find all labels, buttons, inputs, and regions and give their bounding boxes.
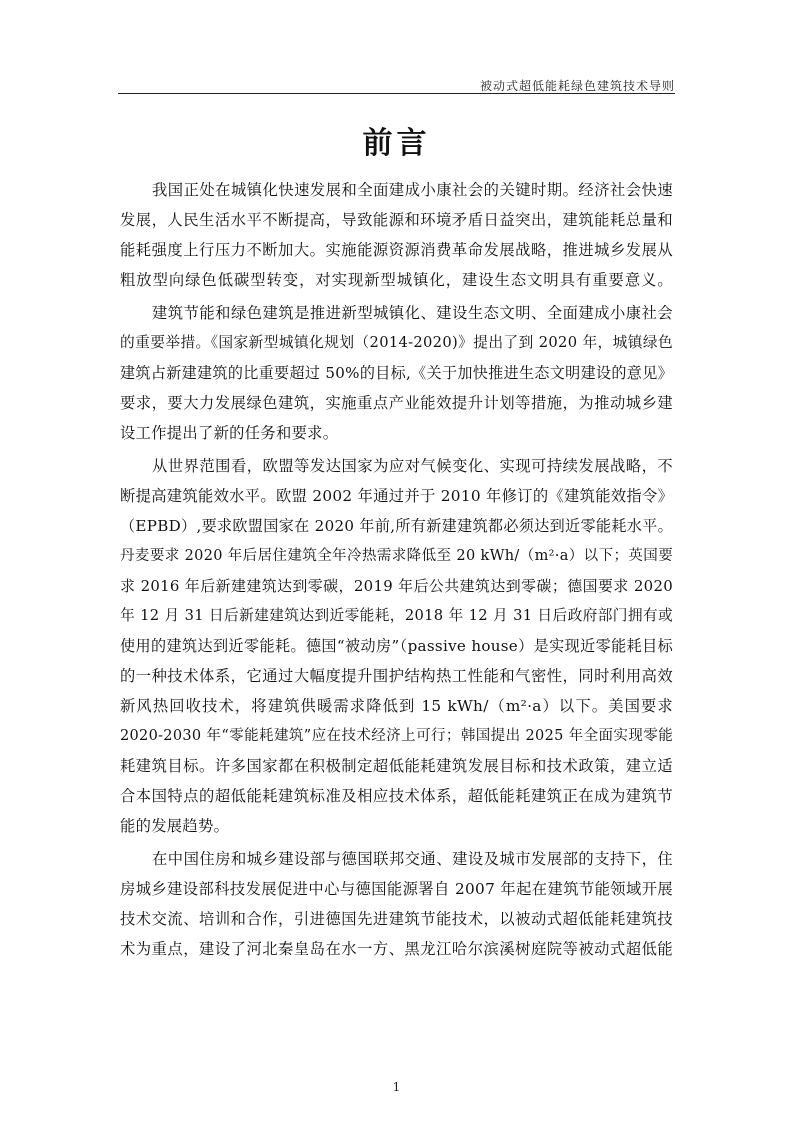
text-line: 年 12 月 31 日后新建建筑达到近零能耗，2018 年 12 月 31 日后政府部门拥有或 <box>120 607 673 624</box>
text-line: 2020-2030 年“零能耗建筑”应在技术经济上可行；韩国提出 2025 年全面实现零能 <box>120 728 673 744</box>
text-line: 断提高建筑能效水平。欧盟 2002 年通过并于 2010 年修订的《建筑能效指令》 <box>120 487 674 505</box>
text-line: 使用的建筑达到近零能耗。德国“被动房”（passive house）是实现近零能耗目标 <box>120 637 673 655</box>
text-line: 在中国住房和城乡建设部与德国联邦交通、建设及城市发展部的支持下，住 <box>152 850 673 868</box>
text-line: 术为重点，建设了河北秦皇岛在水一方、黑龙江哈尔滨溪树庭院等被动式超低能 <box>120 940 673 958</box>
paragraph-3 <box>120 451 673 841</box>
body-text <box>120 175 673 964</box>
text-line: 房城乡建设部科技发展促进中心与德国能源署自 2007 年起在建筑节能领域开展 <box>120 880 673 898</box>
paragraph-1 <box>120 175 673 295</box>
page-title: 前言 <box>362 126 431 161</box>
text-line: 要求，要大力发展绿色建筑，实施重点产业能效提升计划等措施，为推动城乡建 <box>120 394 673 412</box>
text-line: 发展，人民生活水平不断提高，导致能源和环境矛盾日益突出，建筑能耗总量和 <box>120 211 673 229</box>
text-line: 的重要举措。《国家新型城镇化规划（2014-2020)》提出了到 2020 年，城镇绿色 <box>120 334 673 351</box>
paragraph-2 <box>120 298 673 448</box>
text-line: 我国正处在城镇化快速发展和全面建成小康社会的关键时期。经济社会快速 <box>152 181 673 199</box>
text-line: 耗建筑目标。许多国家都在积极制定超低能耗建筑发展目标和技术政策，建立适 <box>120 757 673 775</box>
header-divider <box>118 93 675 94</box>
text-line: 丹麦要求 2020 年后居住建筑全年冷热需求降低至 20 kWh/（m²·a）以下；英国要 <box>120 548 673 564</box>
text-line: 合本国特点的超低能耗建筑标准及相应技术体系，超低能耗建筑正在成为建筑节 <box>120 787 673 805</box>
paragraph-4 <box>120 844 673 964</box>
text-line: 能耗强度上行压力不断加大。实施能源资源消费革命发展战略，推进城乡发展从 <box>120 241 673 259</box>
text-line: 建筑占新建建筑的比重要超过 50%的目标,《关于加快推进生态文明建设的意见》 <box>120 364 673 382</box>
running-header-title: 被动式超低能耗绿色建筑技术导则 <box>479 79 675 93</box>
text-line: 粗放型向绿色低碳型转变，对实现新型城镇化，建设生态文明具有重要意义。 <box>120 271 673 289</box>
text-line: 能的发展趋势。 <box>120 817 230 835</box>
text-line: （EPBD）,要求欧盟国家在 2020 年前,所有新建建筑都必须达到近零能耗水平。 <box>120 517 673 535</box>
text-line: 设工作提出了新的任务和要求。 <box>120 424 339 442</box>
text-line: 从世界范围看，欧盟等发达国家为应对气候变化、实现可持续发展战略，不 <box>152 457 673 475</box>
text-line: 新风热回收技术，将建筑供暖需求降低到 15 kWh/（m²·a）以下。美国要求 <box>120 697 673 715</box>
text-line: 的一种技术体系，它通过大幅度提升围护结构热工性能和气密性，同时利用高效 <box>120 667 673 685</box>
text-line: 求 2016 年后新建建筑达到零碳，2019 年后公共建筑达到零碳；德国要求 2020 <box>120 577 673 595</box>
text-line: 建筑节能和绿色建筑是推进新型城镇化、建设生态文明、全面建成小康社会 <box>152 304 673 322</box>
text-line: 技术交流、培训和合作，引进德国先进建筑节能技术，以被动式超低能耗建筑技 <box>120 910 673 928</box>
page-number: 1 <box>392 1080 401 1094</box>
